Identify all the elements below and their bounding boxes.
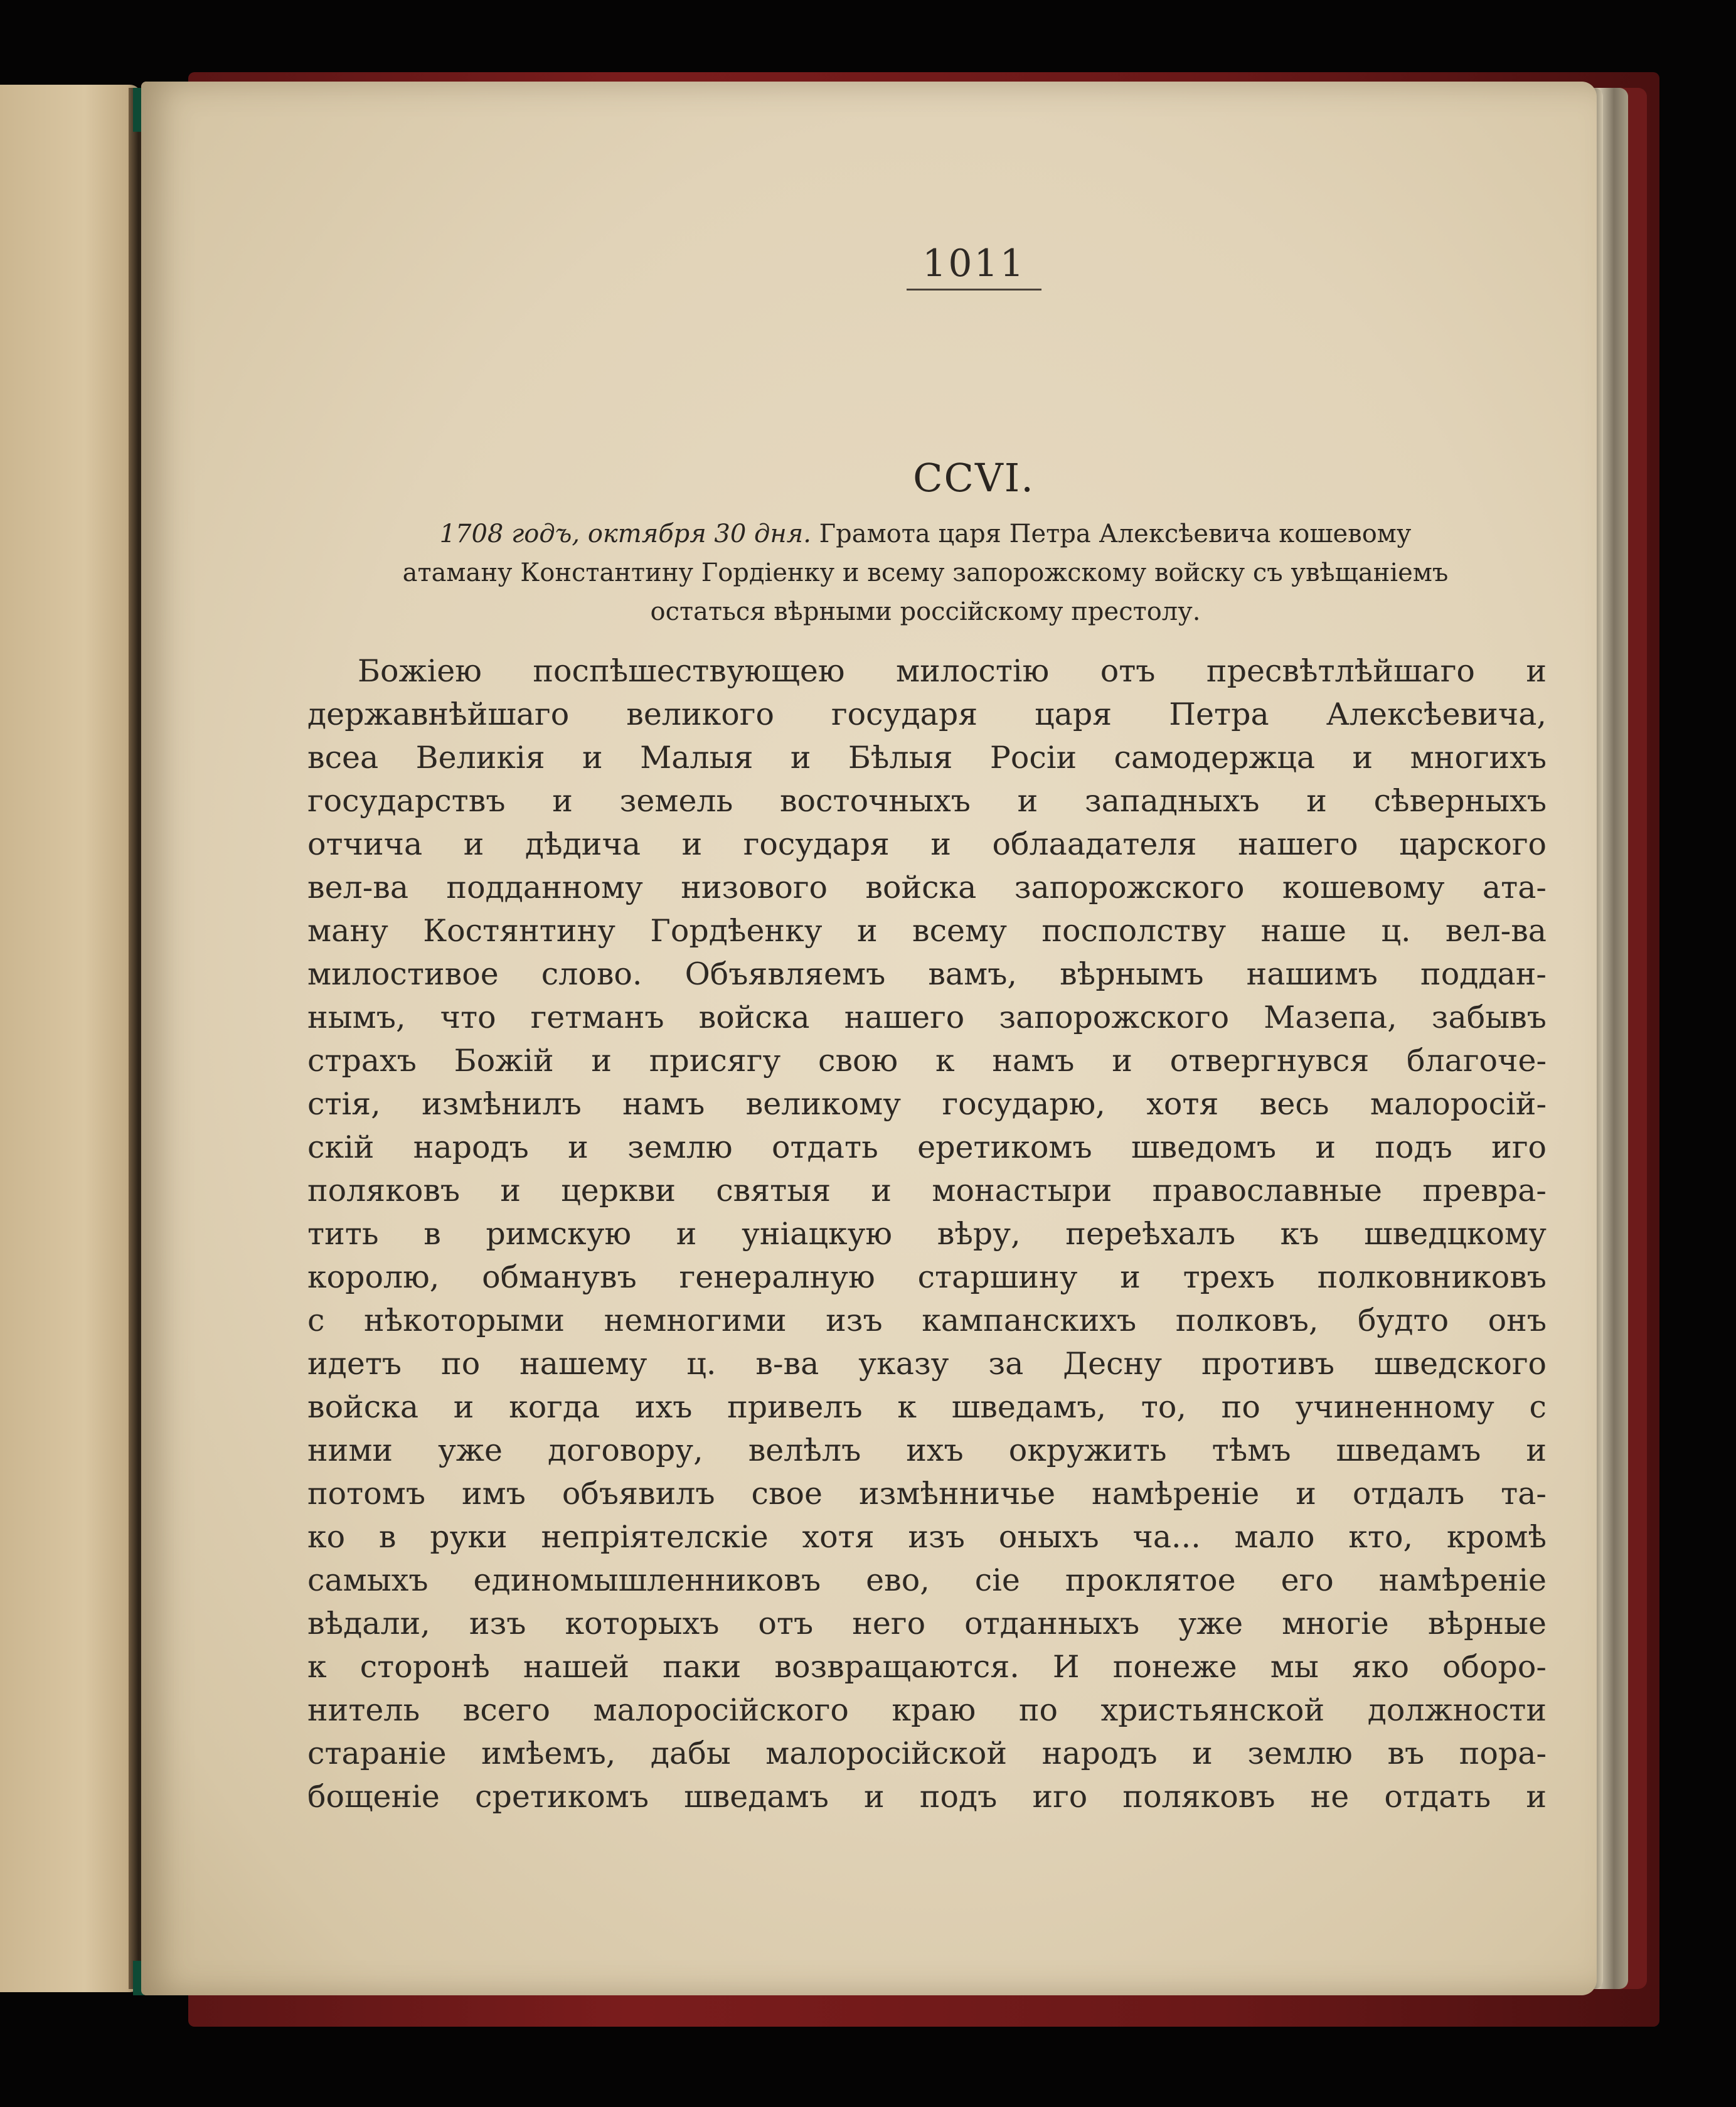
heading-title: Грамота царя Петра Алексѣевича кошевому bbox=[819, 520, 1412, 548]
body-line: самыхъ единомышленниковъ ево, сіе проклятое его намѣреніе bbox=[307, 1562, 1547, 1598]
body-line: нитель всего малоросійского краю по христьянской должности bbox=[307, 1692, 1547, 1728]
body-line: войска и когда ихъ привелъ к шведамъ, то, по учиненному с bbox=[307, 1389, 1547, 1425]
body-line: стія, измѣнилъ намъ великому государю, хотя весь малоросій- bbox=[307, 1086, 1547, 1122]
page-number: 1011 bbox=[922, 242, 1026, 285]
facing-page-edge bbox=[0, 85, 141, 1992]
body-line: Божіею поспѣшествующею милостію отъ пресвѣтлѣйшаго и bbox=[358, 653, 1547, 689]
body-line: страхъ Божій и присягу свою к намъ и отвергнувся благоче- bbox=[307, 1043, 1547, 1079]
body-line: вел-ва подданному низового войска запорожского кошевому ата- bbox=[307, 870, 1547, 905]
body-line: ними уже договору, велѣлъ ихъ окружить тѣмъ шведамъ и bbox=[307, 1432, 1547, 1468]
body-line: ману Костянтину Гордѣенку и всему посполству наше ц. вел-ва bbox=[307, 913, 1547, 949]
body-line: стараніе имѣемъ, дабы малоросійской народъ и землю въ пора- bbox=[307, 1736, 1547, 1771]
document-heading bbox=[307, 515, 1543, 631]
body-line: милостивое слово. Объявляемъ вамъ, вѣрнымъ нашимъ поддан- bbox=[307, 956, 1547, 992]
heading-line-1 bbox=[307, 515, 1543, 553]
body-line: с нѣкоторыми немногими изъ кампанскихъ полковъ, будто онъ bbox=[307, 1303, 1547, 1338]
book-page bbox=[141, 82, 1597, 1995]
body-line: отчича и дѣдича и государя и облаадателя нашего царского bbox=[307, 826, 1547, 862]
document-body bbox=[307, 649, 1547, 1818]
body-line: поляковъ и церкви святыя и монастыри православные превра- bbox=[307, 1173, 1547, 1208]
document-number: CCVI. bbox=[913, 455, 1035, 501]
body-line: вѣдали, изъ которыхъ отъ него отданныхъ уже многіе вѣрные bbox=[307, 1606, 1547, 1641]
body-line: всеа Великія и Малыя и Бѣлыя Росіи самодержца и многихъ bbox=[307, 740, 1547, 776]
body-line: скій народъ и землю отдать еретикомъ шведомъ и подъ иго bbox=[307, 1129, 1547, 1165]
body-line: к сторонѣ нашей паки возвращаются. И понеже мы яко оборо- bbox=[307, 1649, 1547, 1685]
heading-date: 1708 годъ, октября 30 дня. bbox=[439, 520, 811, 548]
body-line: идетъ по нашему ц. в-ва указу за Десну противъ шведского bbox=[307, 1346, 1547, 1382]
heading-line-2: атаману Константину Гордіенку и всему запорожскому войску съ увѣщаніемъ bbox=[402, 558, 1449, 587]
body-line: потомъ имъ объявилъ свое измѣнничье намѣреніе и отдалъ та- bbox=[307, 1476, 1547, 1512]
body-line: королю, обманувъ генералную старшину и трехъ полковниковъ bbox=[307, 1259, 1547, 1295]
body-line: ко в руки непріятелскіе хотя изъ оныхъ ча... мало кто, кромѣ bbox=[307, 1519, 1547, 1555]
body-line: государствъ и земель восточныхъ и западныхъ и сѣверныхъ bbox=[307, 783, 1547, 819]
body-line: бощеніе сретикомъ шведамъ и подъ иго поляковъ не отдать и bbox=[307, 1779, 1547, 1815]
heading-line-3: остаться вѣрными россійскому престолу. bbox=[650, 597, 1201, 626]
body-line: державнѣйшаго великого государя царя Петра Алексѣевича, bbox=[307, 696, 1547, 732]
body-line: тить в римскую и уніацкую вѣру, переѣхалъ къ шведцкому bbox=[307, 1216, 1547, 1252]
page-number-rule bbox=[907, 289, 1041, 291]
body-line: нымъ, что гетманъ войска нашего запорожского Мазепа, забывъ bbox=[307, 1000, 1547, 1035]
